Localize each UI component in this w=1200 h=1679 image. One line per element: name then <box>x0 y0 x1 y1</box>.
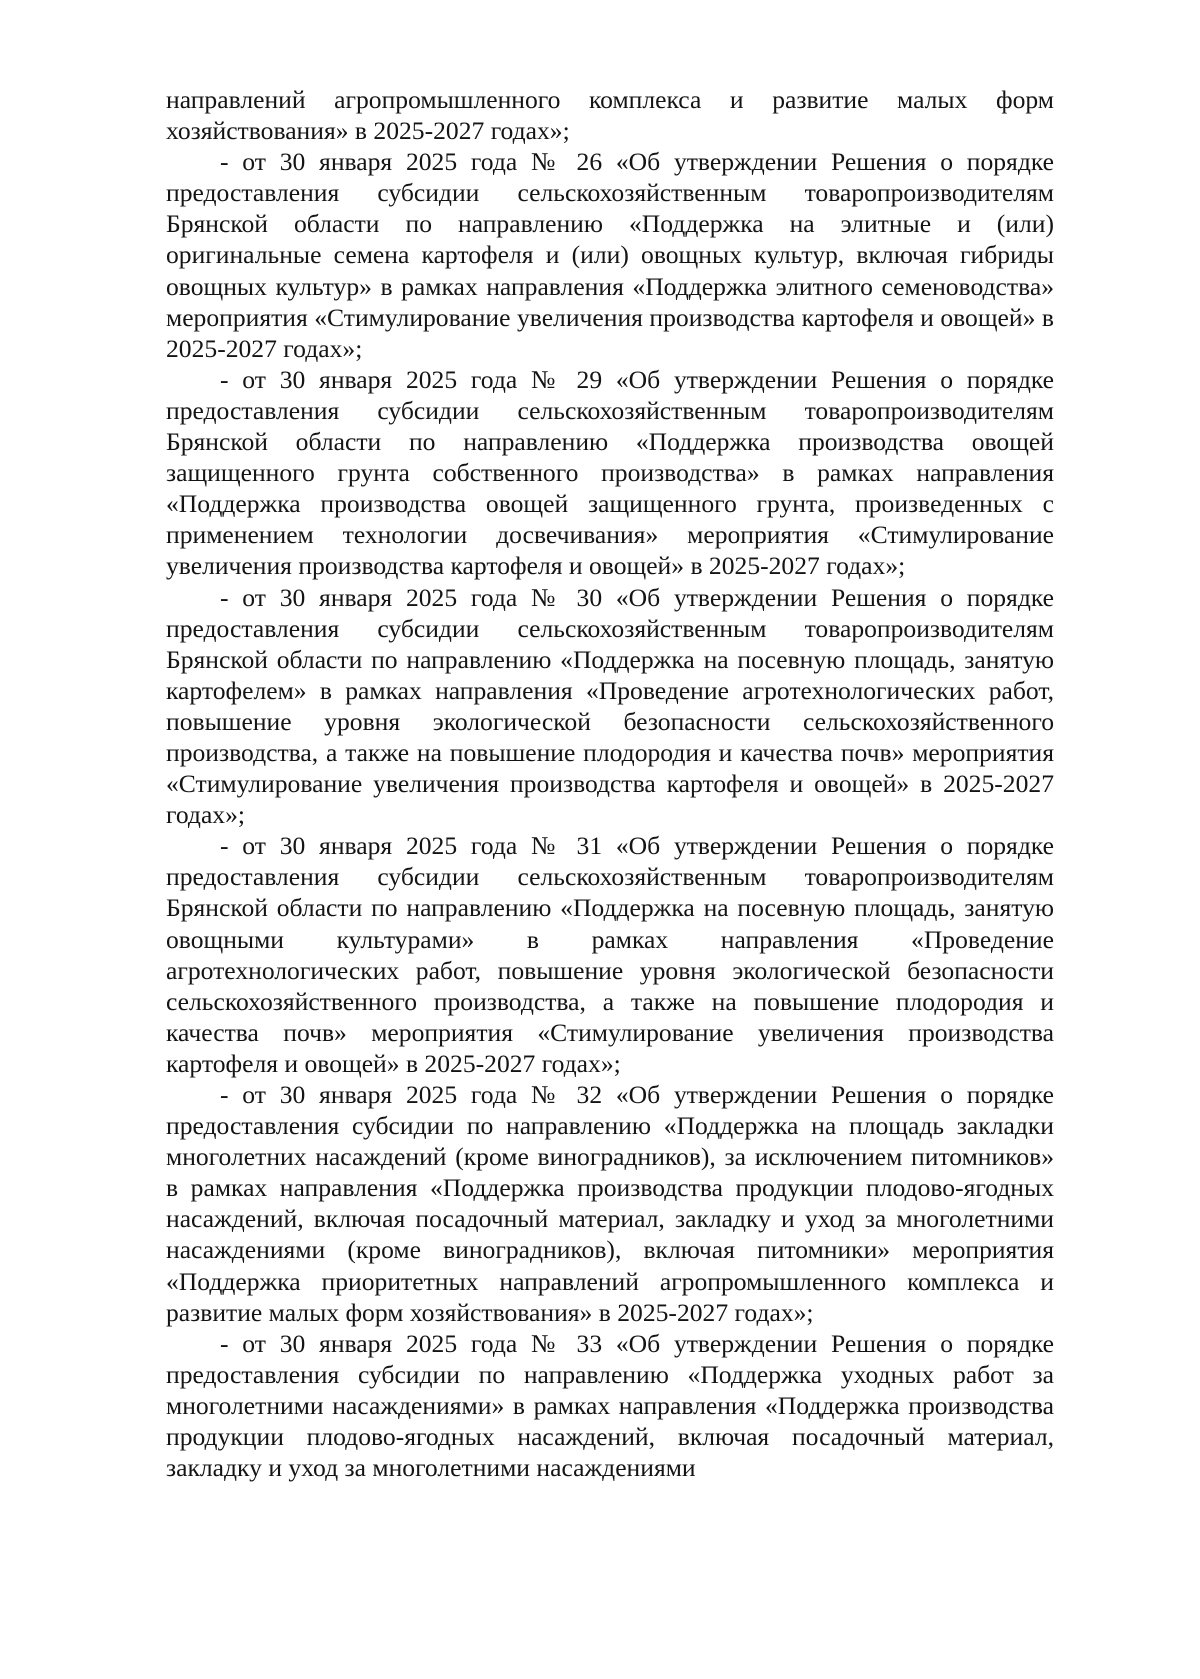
document-page <box>166 84 1054 1483</box>
list-item-decree-26: - от 30 января 2025 года № 26 «Об утверждении Решения о порядке предоставления субсидии сельскохозяйственным товаропроизводителям Брянской области по направлению «Поддержка на элитные и (или) оригинальные семена картофеля и (или) овощных культур, включая гибриды овощных культур» в рамках направления «Поддержка элитного семеноводства» мероприятия «Стимулирование увеличения производства картофеля и овощей» в 2025-2027 годах»; <box>166 147 1054 363</box>
list-item-decree-33: - от 30 января 2025 года № 33 «Об утверждении Решения о порядке предоставления субсидии по направлению «Поддержка уходных работ за многолетними насаждениями» в рамках направления «Поддержка производства продукции плодово-ягодных насаждений, включая посадочный материал, закладку и уход за многолетними насаждениями <box>166 1328 1054 1483</box>
list-item-decree-30: - от 30 января 2025 года № 30 «Об утверждении Решения о порядке предоставления субсидии сельскохозяйственным товаропроизводителям Брянской области по направлению «Поддержка на посевную площадь, занятую картофелем» в рамках направления «Проведение агротехнологических работ, повышение уровня экологической безопасности сельскохозяйственного производства, а также на повышение плодородия и качества почв» мероприятия «Стимулирование увеличения производства картофеля и овощей» в 2025-2027 годах»; <box>166 582 1054 830</box>
list-item-decree-32: - от 30 января 2025 года № 32 «Об утверждении Решения о порядке предоставления субсидии по направлению «Поддержка на площадь закладки многолетних насаждений (кроме виноградников), за исключением питомников» в рамках направления «Поддержка производства продукции плодово-ягодных насаждений, включая посадочный материал, закладку и уход за многолетними насаждениями (кроме виноградников), включая питомники» мероприятия «Поддержка приоритетных направлений агропромышленного комплекса и развитие малых форм хозяйствования» в 2025-2027 годах»; <box>166 1080 1054 1327</box>
list-item-decree-29: - от 30 января 2025 года № 29 «Об утверждении Решения о порядке предоставления субсидии сельскохозяйственным товаропроизводителям Брянской области по направлению «Поддержка производства овощей защищенного грунта собственного производства» в рамках направления «Поддержка производства овощей защищенного грунта, произведенных с применением технологии досвечивания» мероприятия «Стимулирование увеличения производства картофеля и овощей» в 2025-2027 годах»; <box>166 364 1054 581</box>
paragraph-continuation: направлений агропромышленного комплекса и развитие малых форм хозяйствования» в 2025-2027 годах»; <box>166 85 1054 146</box>
list-item-decree-31: - от 30 января 2025 года № 31 «Об утверждении Решения о порядке предоставления субсидии сельскохозяйственным товаропроизводителям Брянской области по направлению «Поддержка на посевную площадь, занятую овощными культурами» в рамках направления «Проведение агротехнологических работ, повышение уровня экологической безопасности сельскохозяйственного производства, а также на повышение плодородия и качества почв» мероприятия «Стимулирование увеличения производства картофеля и овощей» в 2025-2027 годах»; <box>166 831 1054 1078</box>
